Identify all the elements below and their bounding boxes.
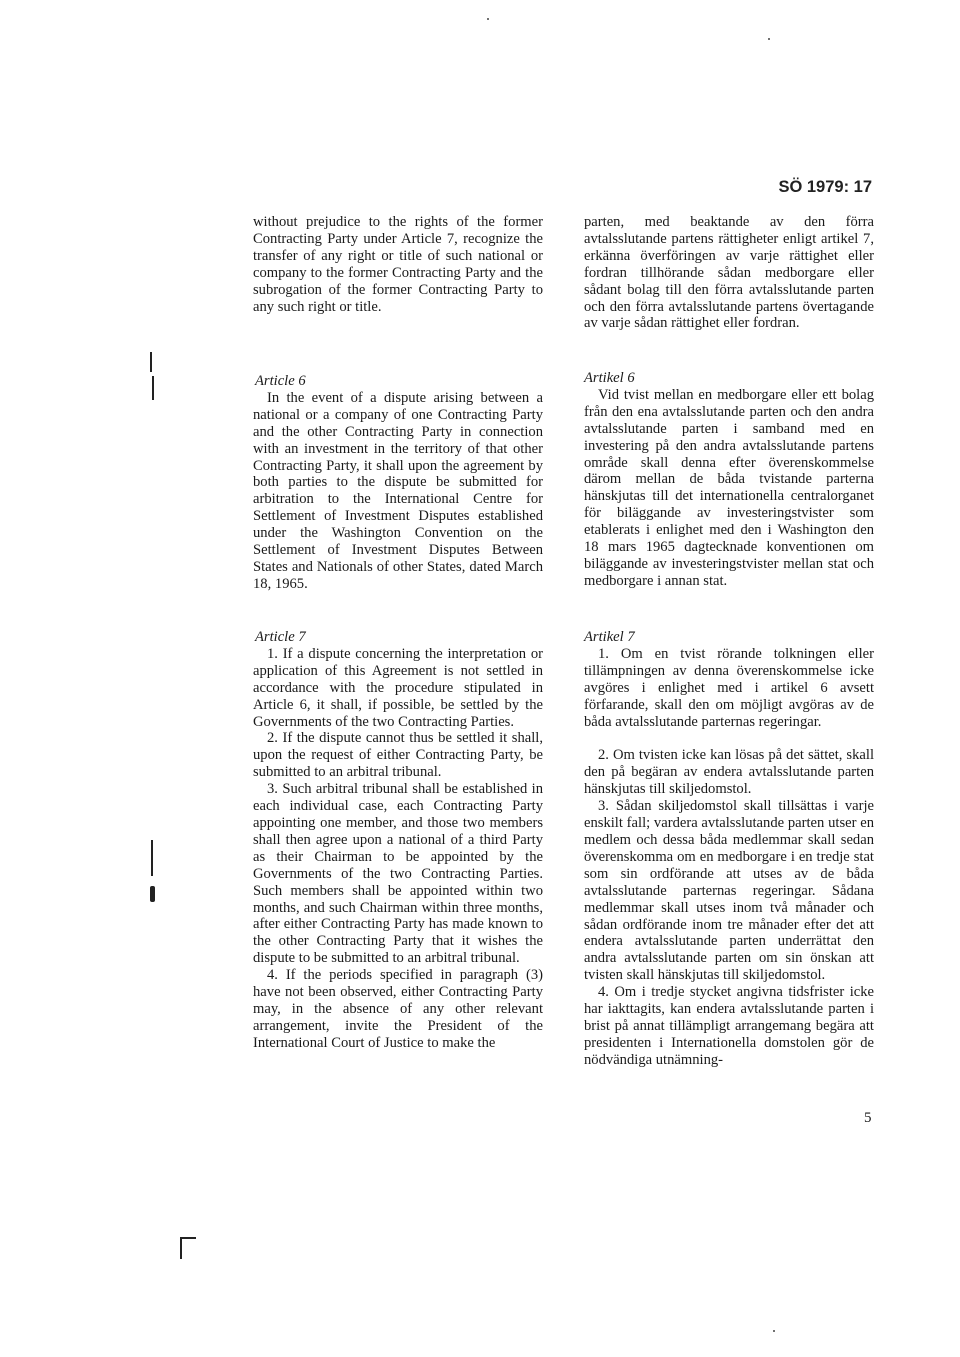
scan-mark: [180, 1237, 182, 1259]
swedish-intro: parten, med beaktande av den förra avtalsslutande partens rättigheter enligt artikel 7, erkänna överföringen av varje rättighet eller fordran tillhörande sådan medborgare eller sådant bolag till den förra avtalsslutande parten och den förra avtalsslutande partens övertagande av varje sådan rättighet eller fordran.: [584, 214, 874, 332]
article-7-p1-en: 1. If a dispute concerning the interpretation or application of this Agreement is not settled in accordance with the procedure stipulated in Article 6, it shall, if possible, be settled by the Governments of the two Contracting Parties.: [253, 645, 543, 730]
scan-mark: [180, 1237, 196, 1239]
article-7-p2-sv: 2. Om tvisten icke kan lösas på det sättet, skall den på begäran av endera avtalsslutande parten hänskjutas till skiljedomstol.: [584, 747, 874, 798]
article-6-text-sv: Vid tvist mellan en medborgare eller ett bolag från den ena avtalsslutande parten och den andra avtalsslutande parten i samband med en investering på den andra avtalsslutande partens område skall denna efter överenskommelse därom mellan de båda tvistande parterna hänskjutas till det internationella centralorganet för biläggande av investeringstvister som etablerats i enlighet med den i Washington den 18 mars 1965 dagtecknade konventionen om biläggande av investeringstvister mellan stat och medborgare i annan stat.: [584, 386, 874, 589]
scan-speck: [768, 38, 770, 40]
scan-mark: [150, 886, 155, 902]
article-6-heading-sv: Artikel 6: [584, 370, 635, 386]
scan-mark: [150, 352, 152, 372]
document-reference: SÖ 1979: 17: [778, 178, 872, 196]
english-article-7: [253, 629, 543, 1052]
scan-speck: [487, 18, 489, 20]
english-intro-block: [253, 214, 543, 315]
article-7-p2-en: 2. If the dispute cannot thus be settled it shall, upon the request of either Contracting Party, be submitted to an arbitral tribunal.: [253, 730, 543, 781]
article-7-heading-en: Article 7: [255, 629, 306, 645]
scan-speck: [773, 1330, 775, 1332]
english-article-6: [253, 373, 543, 593]
article-6-heading-en: Article 6: [255, 373, 306, 389]
article-7-heading-sv: Artikel 7: [584, 629, 635, 645]
swedish-article-7: [584, 629, 874, 1069]
article-7-p1-sv: 1. Om en tvist rörande tolkningen eller tillämpningen av denna överenskommelse icke avgöres i enlighet med i artikel 6 avsett förfarande, skall den om möjligt avgöras av de båda avtalsslutande parternas regeringar.: [584, 645, 874, 730]
article-7-p3-en: 3. Such arbitral tribunal shall be established in each individual case, each Contracting Party appointing one member, and those two members shall then agree upon a national of a third Party as their Chairman to be appointed by the Governments of the two Contracting Parties. Such members shall be appointed within two months, and such Chairman within three months, after either Contracting Party has made known to the other Contracting Party that it wishes the dispute to be submitted to an arbitral tribunal.: [253, 781, 543, 967]
article-6-text-en: In the event of a dispute arising between a national or a company of one Contracting Party and the other Contracting Party in connection with an investment in the territory of that other Contracting Party, it shall upon the agreement by both parties to the dispute be submitted for arbitration to the International Centre for Settlement of Investment Disputes established under the Washington Convention on the Settlement of Investment Disputes Between States and Nationals of other States, dated March 18, 1965.: [253, 389, 543, 592]
page-number: 5: [864, 1110, 872, 1126]
swedish-intro-block: [584, 214, 874, 332]
scan-mark: [152, 376, 154, 400]
swedish-article-6: [584, 370, 874, 590]
article-7-p4-sv: 4. Om i tredje stycket angivna tidsfrister icke har iakttagits, kan endera avtalsslutande parten i brist på annat tillämpligt arrangemang begära att presidenten i Internationella domstolen gör de nödvändiga utnämning-: [584, 984, 874, 1068]
article-7-p3-sv: 3. Sådan skiljedomstol skall tillsättas i varje enskilt fall; vardera avtalsslutande parten utser en medlem och dessa båda medlemmar skall sedan överenskomma om en medborgare i en tredje stat som sin ordförande att utses av de båda avtalsslutande parternas regeringar. Sådana medlemmar skall utses inom två månader och sådan ordförande inom tre månader efter det att endera avtalsslutande parten underrättat den andra avtalsslutande parten om sin önskan att tvisten skall hänskjutas till skiljedomstol.: [584, 798, 874, 984]
scan-mark: [151, 840, 153, 876]
english-intro: without prejudice to the rights of the former Contracting Party under Article 7, recognize the transfer of any right or title of such national or company to the former Contracting Party and the subrogation of the former Contracting Party to any such right or title.: [253, 214, 543, 315]
article-7-p4-en: 4. If the periods specified in paragraph (3) have not been observed, either Contracting Party may, in the absence of any other relevant arrangement, invite the President of the International Court of Justice to make the: [253, 967, 543, 1051]
